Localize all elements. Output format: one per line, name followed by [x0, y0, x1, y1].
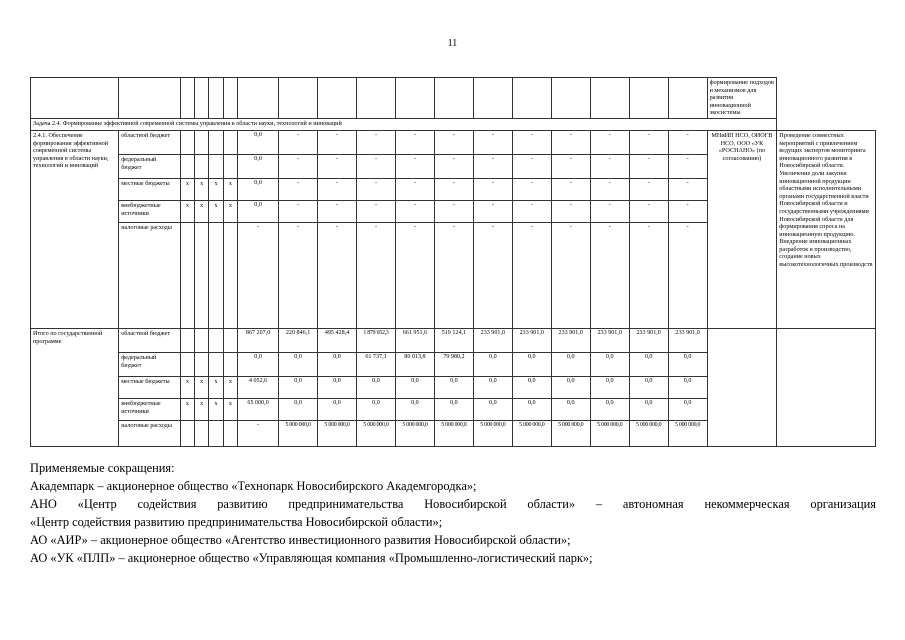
year-value: - — [473, 154, 512, 178]
code-cell — [209, 130, 223, 154]
year-value: 233 901,0 — [473, 328, 512, 352]
year-value: 61 737,1 — [357, 352, 396, 376]
code-cell: x — [195, 398, 209, 420]
year-value: - — [512, 178, 551, 200]
year-value: - — [629, 200, 668, 222]
code-cell — [223, 222, 237, 328]
abbreviation-line: «Центр содействия развитию предпринимательства Новосибирской области»; — [30, 515, 443, 529]
year-value: - — [512, 222, 551, 328]
year-value: - — [279, 200, 318, 222]
year-value: - — [668, 200, 707, 222]
year-value: - — [434, 154, 473, 178]
year-value: 0,0 — [590, 398, 629, 420]
year-value: 0,0 — [668, 398, 707, 420]
year-value: - — [512, 154, 551, 178]
year-value: 233 901,0 — [629, 328, 668, 352]
year-value: - — [357, 154, 396, 178]
empty-cell — [223, 78, 237, 119]
year-value: - — [357, 130, 396, 154]
year-value: - — [357, 200, 396, 222]
empty-cell — [209, 78, 223, 119]
code-cell: x — [195, 200, 209, 222]
year-value: - — [318, 154, 357, 178]
year-value: - — [668, 154, 707, 178]
empty-cell — [512, 78, 551, 119]
code-cell — [209, 154, 223, 178]
code-cell: x — [223, 200, 237, 222]
year-value: 0,0 — [668, 352, 707, 376]
year-value: - — [434, 200, 473, 222]
year-value: 0,0 — [473, 398, 512, 420]
code-cell — [195, 130, 209, 154]
code-cell — [195, 328, 209, 352]
code-cell: x — [209, 178, 223, 200]
year-value: 233 901,0 — [590, 328, 629, 352]
abbreviation-line: Академпарк – акционерное общество «Технопарк Новосибирского Академгородка»; — [30, 479, 477, 493]
year-value: 5 000 000,0 — [629, 420, 668, 446]
year-value: - — [629, 130, 668, 154]
year-value: - — [279, 130, 318, 154]
year-value: 0,0 — [629, 376, 668, 398]
year-value: 0,0 — [279, 398, 318, 420]
code-cell — [223, 328, 237, 352]
year-value: - — [590, 178, 629, 200]
year-value: 220 846,1 — [279, 328, 318, 352]
year-value: 0,0 — [473, 376, 512, 398]
year-value: - — [551, 178, 590, 200]
year-value: 0,0 — [473, 352, 512, 376]
year-value: - — [473, 178, 512, 200]
result-cell: формирование подходов и механизмов для развития инновационной экосистемы — [707, 78, 777, 119]
year-value: 0,0 — [629, 398, 668, 420]
empty-cell — [551, 78, 590, 119]
year-value: 0,0 — [357, 398, 396, 420]
year-value: 0,0 — [512, 398, 551, 420]
code-cell: x — [209, 398, 223, 420]
empty-cell — [180, 78, 194, 119]
code-cell: x — [180, 398, 194, 420]
code-cell — [209, 420, 223, 446]
year-value: 233 901,0 — [551, 328, 590, 352]
year-value: - — [629, 222, 668, 328]
year-value: - — [590, 200, 629, 222]
year-value: - — [629, 154, 668, 178]
expected-result: Проведение совместных мероприятий с привлечением ведущих экспертов мониторинга инновационного развития в Новосибирской области. Увеличение доли закупки инновационной продукции областными исполнительными органами государственной власти Новосибирской области и государственными учреждениями Новосибирской области для формирования спроса на инновационную продукцию. Внедрение инновационных разработок в производство, создание новых высокотехнологичных производств — [777, 130, 876, 328]
year-value: 519 124,1 — [434, 328, 473, 352]
measure-name: Итого по государственной программе — [31, 328, 119, 446]
funding-source: местные бюджеты — [119, 376, 181, 398]
funding-source: местные бюджеты — [119, 178, 181, 200]
year-value: - — [434, 178, 473, 200]
year-value: 0,0 — [668, 376, 707, 398]
table-row — [31, 130, 876, 154]
year-value: 79 980,2 — [434, 352, 473, 376]
executors: МНиИП НСО, ОИОГВ НСО, ООО «УК «РОСНАНО» (по согласованию) — [707, 130, 777, 328]
code-cell — [180, 328, 194, 352]
code-cell — [209, 352, 223, 376]
year-value: 5 000 000,0 — [668, 420, 707, 446]
code-cell: x — [180, 376, 194, 398]
year-value: - — [512, 130, 551, 154]
empty-cell — [357, 78, 396, 119]
year-value: 5 000 000,0 — [318, 420, 357, 446]
year-value: 0,0 — [318, 352, 357, 376]
empty-cell — [707, 328, 777, 446]
year-value: - — [318, 200, 357, 222]
year-value: - — [318, 222, 357, 328]
year-value: 0,0 — [551, 352, 590, 376]
code-cell: x — [223, 376, 237, 398]
total-value: 867 207,0 — [238, 328, 279, 352]
year-value: 5 000 000,0 — [395, 420, 434, 446]
empty-cell — [318, 78, 357, 119]
total-value: 65 000,0 — [238, 398, 279, 420]
year-value: 0,0 — [279, 376, 318, 398]
total-value: 0,0 — [238, 200, 279, 222]
budget-table — [30, 77, 876, 447]
year-value: - — [668, 178, 707, 200]
year-value: 5 000 000,0 — [473, 420, 512, 446]
year-value: - — [551, 130, 590, 154]
year-value: 0,0 — [357, 376, 396, 398]
empty-cell — [395, 78, 434, 119]
year-value: - — [551, 200, 590, 222]
year-value: - — [551, 154, 590, 178]
code-cell — [180, 352, 194, 376]
total-value: - — [238, 222, 279, 328]
funding-source: областной бюджет — [119, 328, 181, 352]
abbreviation-line: АНО «Центр содействия развитию предпринимательства Новосибирской области» – автономная некоммерческая организация — [30, 497, 876, 511]
year-value: - — [279, 154, 318, 178]
code-cell — [180, 154, 194, 178]
code-cell: x — [195, 178, 209, 200]
year-value: - — [395, 154, 434, 178]
code-cell — [180, 130, 194, 154]
code-cell — [223, 420, 237, 446]
code-cell — [209, 328, 223, 352]
empty-cell — [777, 328, 876, 446]
year-value: 233 901,0 — [512, 328, 551, 352]
year-value: - — [512, 200, 551, 222]
year-value: - — [395, 130, 434, 154]
year-value: 5 000 000,0 — [357, 420, 396, 446]
year-value: - — [590, 154, 629, 178]
funding-source: федеральный бюджет — [119, 352, 181, 376]
year-value: 80 013,8 — [395, 352, 434, 376]
empty-cell — [195, 78, 209, 119]
empty-cell — [434, 78, 473, 119]
year-value: 5 000 000,0 — [279, 420, 318, 446]
year-value: - — [668, 222, 707, 328]
year-value: 233 901,0 — [668, 328, 707, 352]
code-cell — [223, 130, 237, 154]
year-value: 0,0 — [512, 352, 551, 376]
abbreviations-heading: Применяемые сокращения: — [30, 461, 175, 475]
code-cell — [195, 154, 209, 178]
code-cell: x — [223, 178, 237, 200]
year-value: 0,0 — [434, 376, 473, 398]
abbreviation-line: АО «УК «ПЛП» – акционерное общество «Управляющая компания «Промышленно-логистический парк»; — [30, 551, 593, 565]
year-value: 0,0 — [512, 376, 551, 398]
year-value: - — [629, 178, 668, 200]
year-value: - — [434, 222, 473, 328]
funding-source: внебюджетные источники — [119, 200, 181, 222]
year-value: - — [357, 222, 396, 328]
year-value: - — [318, 178, 357, 200]
year-value: - — [357, 178, 396, 200]
code-cell: x — [180, 178, 194, 200]
table-row — [31, 118, 876, 130]
year-value: - — [395, 222, 434, 328]
empty-cell — [473, 78, 512, 119]
year-value: 495 428,4 — [318, 328, 357, 352]
year-value: 0,0 — [551, 398, 590, 420]
year-value: 1 879 652,3 — [357, 328, 396, 352]
year-value: 0,0 — [395, 376, 434, 398]
year-value: 0,0 — [590, 376, 629, 398]
total-value: 0,0 — [238, 130, 279, 154]
table-row — [31, 78, 876, 119]
year-value: - — [590, 222, 629, 328]
total-value: - — [238, 420, 279, 446]
year-value: 0,0 — [590, 352, 629, 376]
funding-source: областной бюджет — [119, 130, 181, 154]
total-value: 0,0 — [238, 352, 279, 376]
year-value: - — [473, 130, 512, 154]
empty-cell — [31, 78, 119, 119]
empty-cell — [590, 78, 629, 119]
year-value: - — [668, 130, 707, 154]
year-value: - — [395, 178, 434, 200]
empty-cell — [279, 78, 318, 119]
year-value: 0,0 — [629, 352, 668, 376]
year-value: 0,0 — [395, 398, 434, 420]
year-value: - — [473, 200, 512, 222]
year-value: - — [395, 200, 434, 222]
year-value: - — [590, 130, 629, 154]
abbreviations-section — [30, 459, 876, 567]
funding-source: внебюджетные источники — [119, 398, 181, 420]
code-cell — [180, 222, 194, 328]
code-cell — [223, 154, 237, 178]
page-number: 11 — [447, 38, 458, 49]
code-cell — [195, 420, 209, 446]
year-value: 661 951,6 — [395, 328, 434, 352]
year-value: 5 000 000,0 — [551, 420, 590, 446]
code-cell: x — [209, 200, 223, 222]
year-value: - — [551, 222, 590, 328]
year-value: 5 000 000,0 — [590, 420, 629, 446]
year-value: 5 000 000,0 — [512, 420, 551, 446]
empty-cell — [238, 78, 279, 119]
year-value: - — [279, 222, 318, 328]
funding-source: налоговые расходы — [119, 222, 181, 328]
table-row — [31, 328, 876, 352]
year-value: 0,0 — [318, 376, 357, 398]
year-value: - — [279, 178, 318, 200]
year-value: 0,0 — [551, 376, 590, 398]
total-value: 0,0 — [238, 154, 279, 178]
total-value: 0,0 — [238, 178, 279, 200]
empty-cell — [629, 78, 668, 119]
abbreviation-line: АО «АИР» – акционерное общество «Агентство инвестиционного развития Новосибирской области»; — [30, 533, 571, 547]
year-value: 0,0 — [434, 398, 473, 420]
measure-name: 2.4.1. Обеспечение формирования эффективной современной системы управления в области науки, технологий и инноваций — [31, 130, 119, 328]
empty-cell — [119, 78, 181, 119]
funding-source: федеральный бюджет — [119, 154, 181, 178]
task-header: Задача 2.4. Формирование эффективной современной системы управления в области науки, технологий и инноваций — [31, 118, 777, 130]
year-value: - — [473, 222, 512, 328]
year-value: 0,0 — [279, 352, 318, 376]
code-cell — [209, 222, 223, 328]
code-cell: x — [223, 398, 237, 420]
code-cell — [195, 222, 209, 328]
code-cell — [180, 420, 194, 446]
funding-source: налоговые расходы — [119, 420, 181, 446]
empty-cell — [668, 78, 707, 119]
total-value: 4 052,6 — [238, 376, 279, 398]
year-value: 0,0 — [318, 398, 357, 420]
code-cell — [195, 352, 209, 376]
code-cell: x — [209, 376, 223, 398]
year-value: - — [318, 130, 357, 154]
code-cell: x — [195, 376, 209, 398]
code-cell — [223, 352, 237, 376]
year-value: - — [434, 130, 473, 154]
code-cell: x — [180, 200, 194, 222]
year-value: 5 000 000,0 — [434, 420, 473, 446]
